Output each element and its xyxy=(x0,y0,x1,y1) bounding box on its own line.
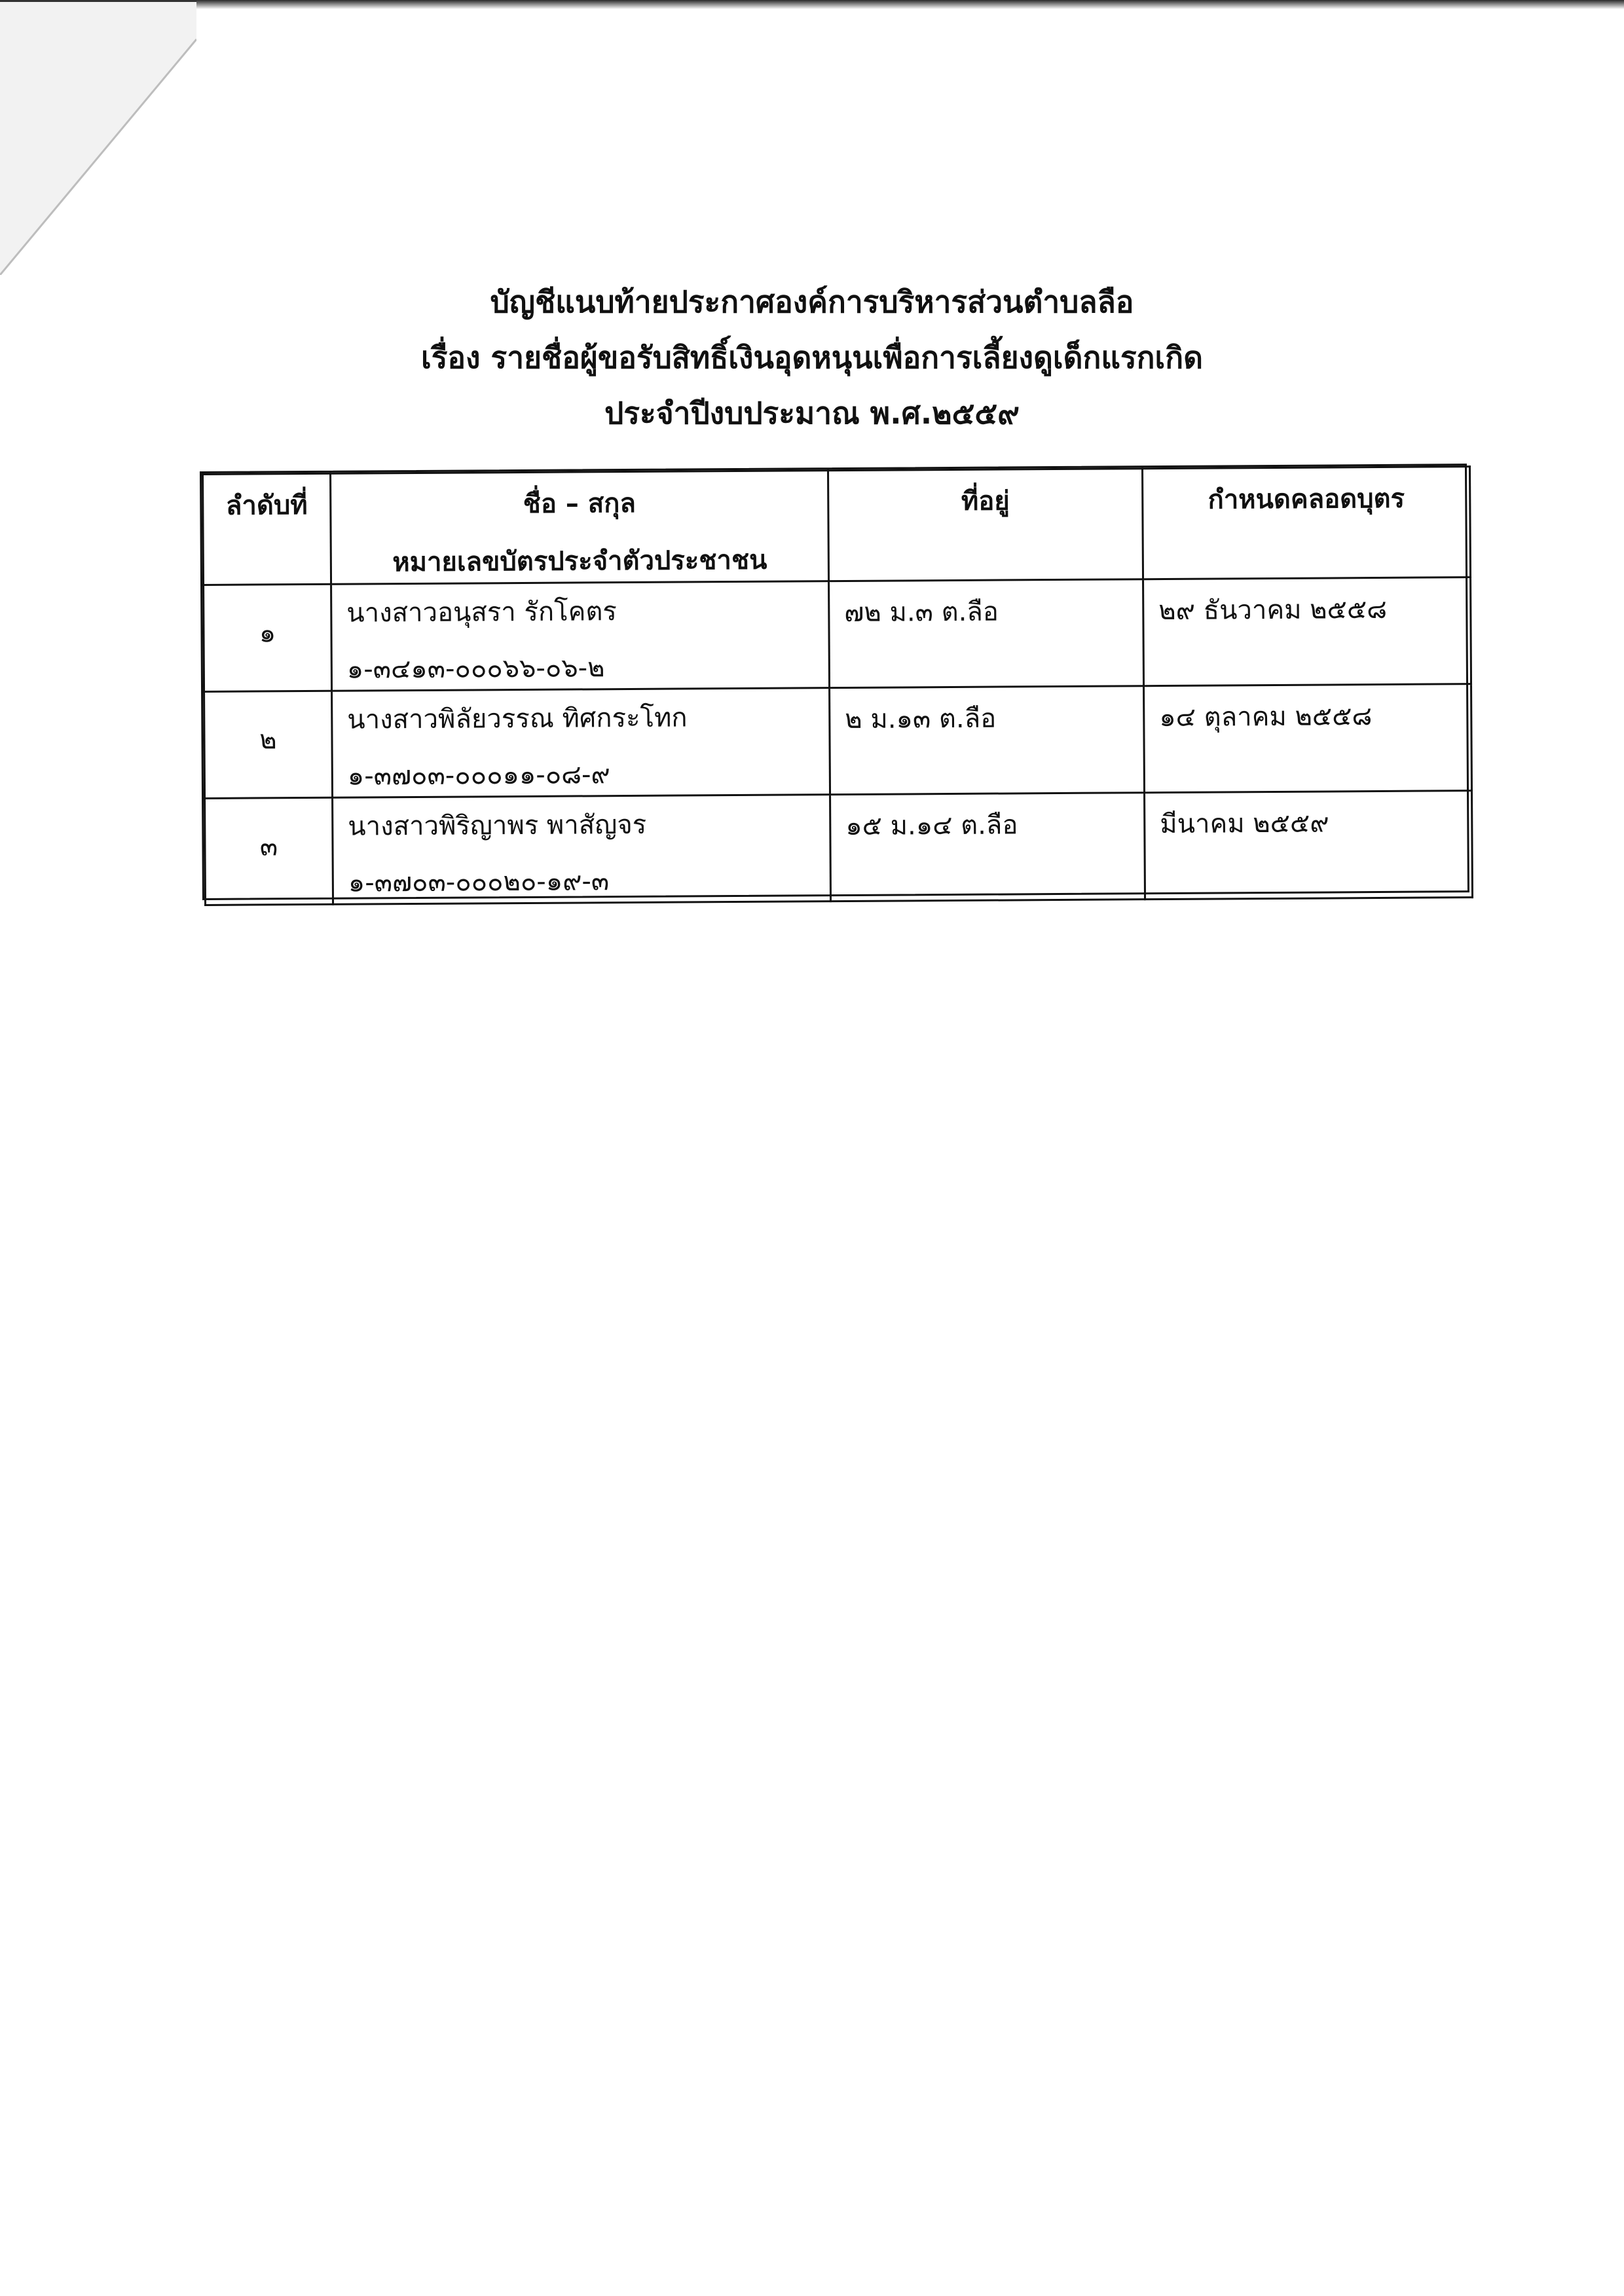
row-id-number: ๑-๓๗๐๓-๐๐๐๒๐-๑๙-๓ xyxy=(348,866,610,898)
recipients-table xyxy=(200,464,1469,900)
document-title-line2: เรื่อง รายชื่อผู้ขอรับสิทธิ์เงินอุดหนุนเพื่อการเลี้ยงดูเด็กแรกเกิด xyxy=(421,340,1203,375)
row-id-number: ๑-๓๔๑๓-๐๐๐๖๖-๐๖-๒ xyxy=(346,653,605,685)
row-name-cell xyxy=(333,795,831,905)
document-title-line1: บัญชีแนบท้ายประกาศองค์การบริหารส่วนตำบลลือ xyxy=(490,284,1134,319)
header-name-id xyxy=(331,471,829,585)
header-due-date xyxy=(1143,467,1471,579)
row-name: นางสาวพิลัยวรรณ ทิศกระโทก xyxy=(347,702,688,735)
row-id-number: ๑-๓๗๐๓-๐๐๐๑๑-๐๘-๙ xyxy=(347,759,610,792)
table-row xyxy=(204,577,1471,692)
scan-top-edge xyxy=(0,0,1624,9)
row-name-cell xyxy=(331,581,830,691)
header-no-label: ลำดับที่ xyxy=(225,490,308,521)
row-number: ๓ xyxy=(205,797,333,905)
scan-folded-corner xyxy=(0,0,196,275)
document-title-line3: ประจำปีงบประมาณ พ.ศ.๒๕๕๙ xyxy=(604,395,1020,431)
table-header-row xyxy=(203,467,1471,585)
header-address xyxy=(828,469,1143,581)
header-name-label: ชื่อ – สกุล xyxy=(523,488,637,519)
row-due-date: มีนาคม ๒๕๕๙ xyxy=(1145,791,1473,900)
header-id-label: หมายเลขบัตรประจำตัวประชาชน xyxy=(392,545,767,578)
row-number: ๒ xyxy=(204,691,333,798)
row-address: ๗๒ ม.๓ ต.ลือ xyxy=(829,579,1144,688)
row-due-date: ๑๔ ตุลาคม ๒๕๕๘ xyxy=(1144,684,1472,793)
table-row xyxy=(204,684,1472,799)
table-row xyxy=(205,791,1473,905)
row-address: ๑๕ ม.๑๔ ต.ลือ xyxy=(830,793,1145,902)
row-name: นางสาวพิริญาพร พาสัญจร xyxy=(348,809,647,842)
row-name-cell xyxy=(332,688,830,798)
header-due-date-label: กำหนดคลอดบุตร xyxy=(1208,483,1405,515)
row-address: ๒ ม.๑๓ ต.ลือ xyxy=(830,686,1145,795)
row-name: นางสาวอนุสรา รักโคตร xyxy=(346,596,617,629)
header-no xyxy=(203,473,331,585)
header-address-label: ที่อยู่ xyxy=(961,486,1010,517)
row-number: ๑ xyxy=(204,584,332,691)
row-due-date: ๒๙ ธันวาคม ๒๕๕๘ xyxy=(1143,577,1471,686)
